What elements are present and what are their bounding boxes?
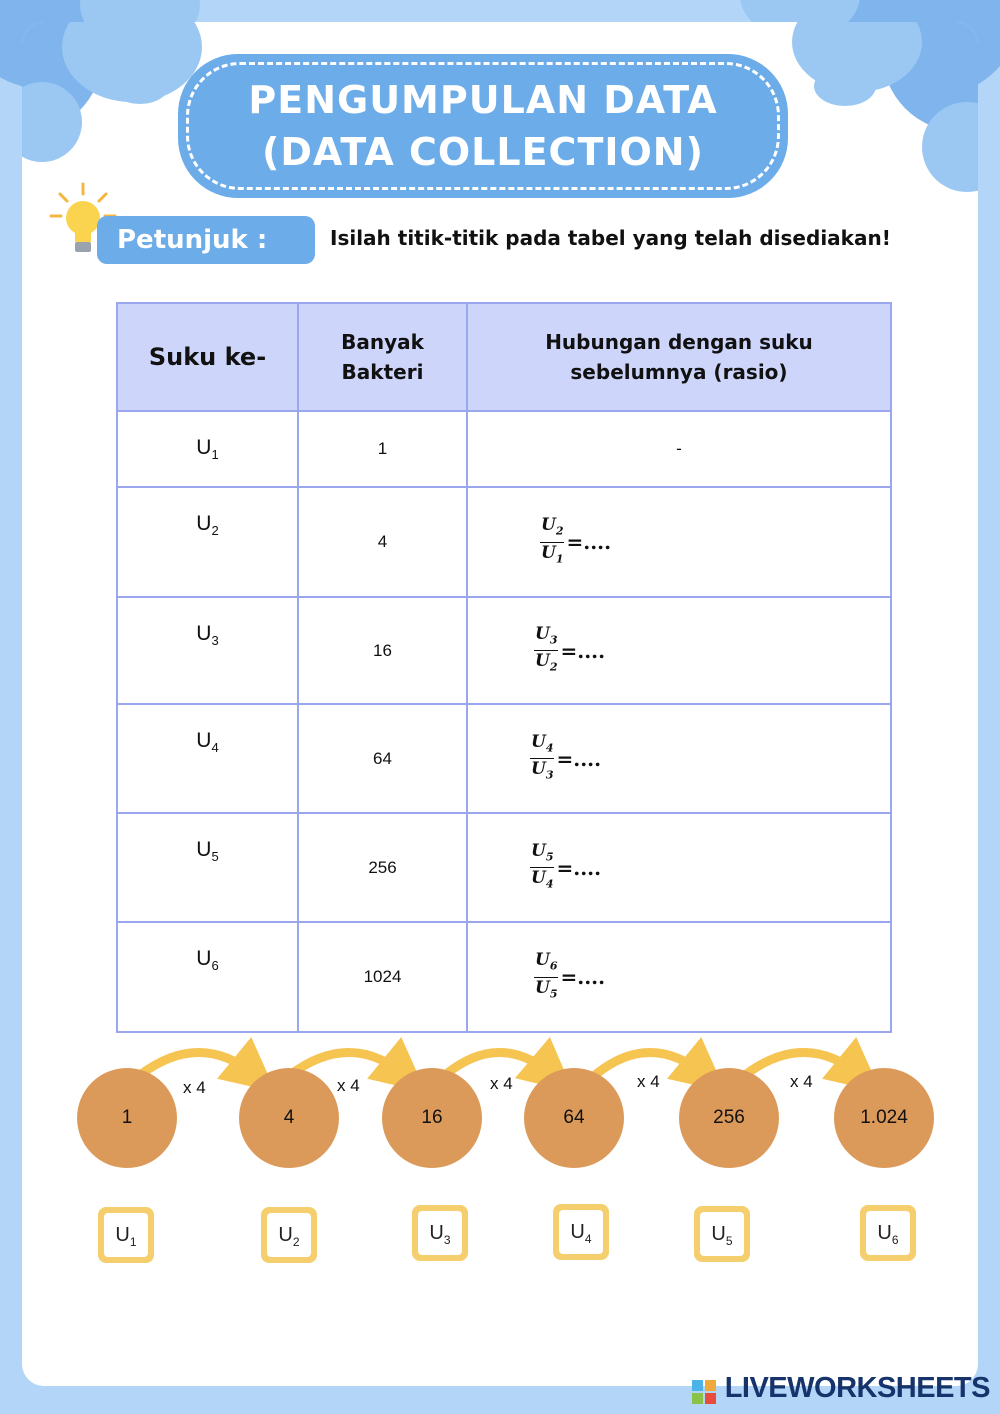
- term-label: $U_1$: [104, 1213, 148, 1257]
- ratio-cell[interactable]: [467, 597, 891, 704]
- value-cell: 16: [298, 597, 467, 704]
- term-cell: $U_5$: [117, 813, 298, 922]
- table-row: [117, 597, 891, 704]
- ratio-cell[interactable]: [467, 813, 891, 922]
- term-label-box[interactable]: [261, 1207, 317, 1263]
- header-suku: Suku ke-: [117, 303, 298, 411]
- value-cell: 1: [298, 411, 467, 487]
- liveworksheets-logo-icon: [692, 1380, 716, 1404]
- term-cell: $U_3$: [117, 597, 298, 704]
- multiplier-label: x 4: [637, 1072, 660, 1091]
- term-label-box[interactable]: [694, 1206, 750, 1262]
- ratio-fraction: $\frac{U_2}{U_1}$ =....: [541, 515, 612, 565]
- header-banyak-bakteri: Banyak Bakteri: [298, 303, 467, 411]
- title-line-1: PENGUMPULAN DATA: [248, 78, 718, 122]
- ratio-fraction: $\frac{U_3}{U_2}$ =....: [535, 623, 606, 674]
- value-cell: 64: [298, 704, 467, 813]
- instruction-label: Petunjuk :: [97, 216, 315, 264]
- table-header-row: [117, 303, 891, 411]
- table-row: [117, 487, 891, 597]
- brand-name: LIVEWORKSHEETS: [724, 1372, 990, 1404]
- ratio-fraction: $\frac{U_5}{U_4}$ =....: [531, 840, 602, 891]
- sequence-circle: 16: [382, 1068, 482, 1168]
- term-label: $U_5$: [700, 1212, 744, 1256]
- table-row: [117, 922, 891, 1032]
- term-label: $U_6$: [866, 1211, 910, 1255]
- multiplier-label: x 4: [183, 1078, 206, 1097]
- cloud-decoration: [110, 64, 170, 104]
- sequence-circle: 1: [77, 1068, 177, 1168]
- term-label-box[interactable]: [553, 1204, 609, 1260]
- ratio-cell[interactable]: [467, 487, 891, 597]
- ratio-fraction: $\frac{U_4}{U_3}$ =....: [531, 731, 602, 782]
- term-cell: $U_1$: [117, 411, 298, 487]
- sequence-circle: 256: [679, 1068, 779, 1168]
- instruction-text: Isilah titik-titik pada tabel yang telah disediakan!: [330, 226, 891, 250]
- multiplier-label: x 4: [790, 1072, 813, 1091]
- ratio-cell: -: [467, 411, 891, 487]
- arrow-icon: [140, 1053, 255, 1076]
- table-row: [117, 704, 891, 813]
- ratio-fraction: $\frac{U_6}{U_5}$ =....: [535, 950, 606, 1000]
- cloud-decoration: [814, 66, 876, 106]
- table-row: [117, 411, 891, 487]
- data-table: [116, 302, 892, 1033]
- value-cell: 256: [298, 813, 467, 922]
- term-label-box[interactable]: [412, 1205, 468, 1261]
- term-label: $U_2$: [267, 1213, 311, 1257]
- table-row: [117, 813, 891, 922]
- term-cell: $U_4$: [117, 704, 298, 813]
- value-cell: 1024: [298, 922, 467, 1032]
- multiplier-label: x 4: [490, 1074, 513, 1093]
- term-label: $U_3$: [418, 1211, 462, 1255]
- term-label: $U_4$: [559, 1210, 603, 1254]
- ratio-cell[interactable]: [467, 922, 891, 1032]
- term-cell: $U_6$: [117, 922, 298, 1032]
- sequence-circle: 4: [239, 1068, 339, 1168]
- ratio-cell[interactable]: [467, 704, 891, 813]
- multiplier-label: x 4: [337, 1076, 360, 1095]
- value-cell: 4: [298, 487, 467, 597]
- term-label-box[interactable]: [98, 1207, 154, 1263]
- term-label-box[interactable]: [860, 1205, 916, 1261]
- sequence-circle: 64: [524, 1068, 624, 1168]
- header-hubungan: Hubungan dengan suku sebelumnya (rasio): [467, 303, 891, 411]
- arrow-icon: [445, 1053, 553, 1076]
- sequence-circle: 1.024: [834, 1068, 934, 1168]
- title-line-2: (DATA COLLECTION): [262, 130, 704, 174]
- term-cell: $U_2$: [117, 487, 298, 597]
